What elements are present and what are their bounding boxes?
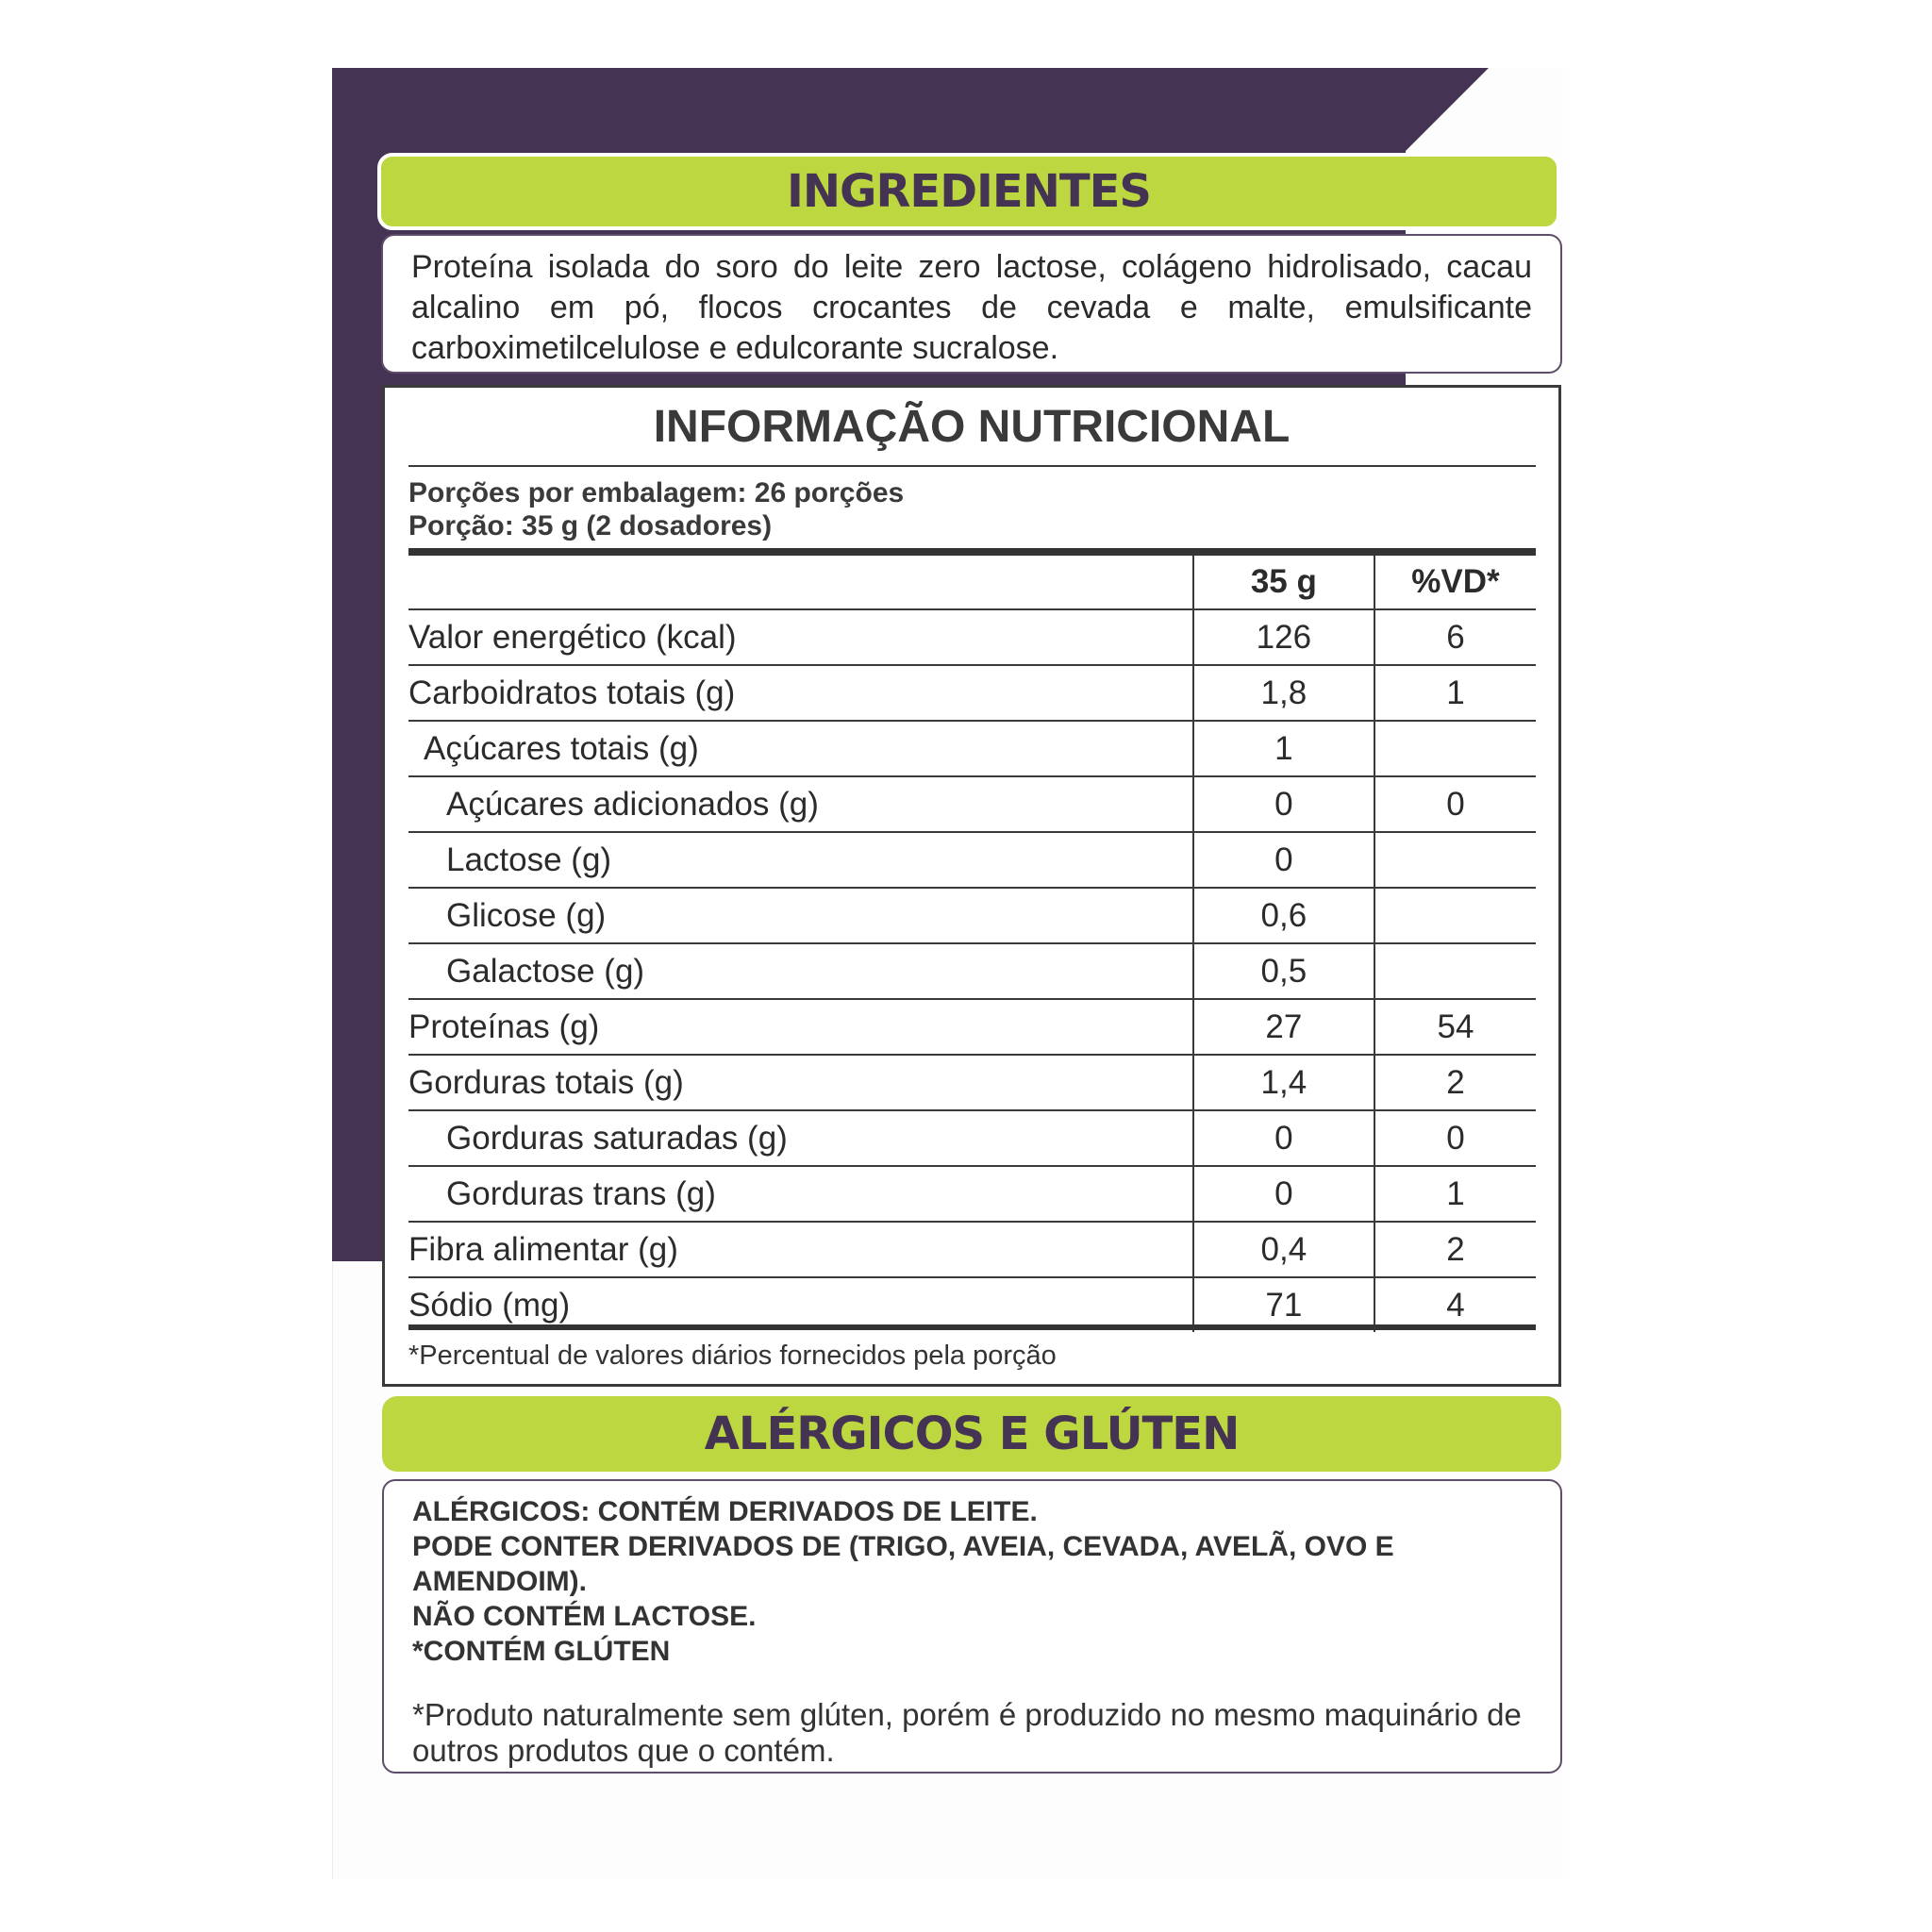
- nutrient-dv: 0: [1374, 776, 1536, 832]
- allergens-statements: [412, 1494, 1534, 1669]
- nutrient-amount: 126: [1193, 609, 1374, 665]
- allergen-line: ALÉRGICOS: CONTÉM DERIVADOS DE LEITE.: [412, 1496, 1038, 1527]
- nutrient-dv: 54: [1374, 999, 1536, 1055]
- table-row: [408, 1166, 1536, 1222]
- allergens-header: [382, 1396, 1561, 1472]
- table-row: [408, 999, 1536, 1055]
- ingredients-title: INGREDIENTES: [787, 165, 1151, 218]
- nutrient-label: Lactose (g): [408, 832, 1193, 888]
- dv-footnote: *Percentual de valores diários fornecidos pela porção: [408, 1341, 1057, 1371]
- gluten-note: *Produto naturalmente sem glúten, porém é produzido no mesmo maquinário de outros produtos que o contém.: [412, 1697, 1522, 1768]
- allergen-line: NÃO CONTÉM LACTOSE.: [412, 1601, 757, 1632]
- allergen-line: PODE CONTER DERIVADOS DE (TRIGO, AVEIA, CEVADA, AVELÃ, OVO E AMENDOIM).: [412, 1531, 1394, 1597]
- nutrient-label: Sódio (mg): [408, 1286, 571, 1324]
- nutrient-amount: 0: [1193, 776, 1374, 832]
- table-row: [408, 888, 1536, 943]
- ingredients-box: [381, 234, 1562, 374]
- nutrient-label: Gorduras saturadas (g): [408, 1110, 1193, 1166]
- allergen-line: *CONTÉM GLÚTEN: [412, 1636, 671, 1667]
- nutrient-amount: 0: [1193, 1110, 1374, 1166]
- nutrient-amount: 27: [1193, 999, 1374, 1055]
- nutrient-amount: 0,4: [1193, 1222, 1374, 1277]
- nutrient-dv: [1374, 888, 1536, 943]
- nutrient-label: Gorduras totais (g): [408, 1055, 1193, 1110]
- nutrient-label: Galactose (g): [408, 943, 1193, 999]
- divider-thick: [408, 1324, 1536, 1330]
- nutrient-dv: 0: [1374, 1110, 1536, 1166]
- nutrient-amount: 1: [1193, 721, 1374, 776]
- nutrient-dv: 1: [1374, 665, 1536, 721]
- allergens-title: ALÉRGICOS E GLÚTEN: [704, 1407, 1240, 1460]
- serving-size: Porção: 35 g (2 dosadores): [408, 510, 773, 541]
- table-row: [408, 943, 1536, 999]
- nutrition-title: INFORMAÇÃO NUTRICIONAL: [653, 402, 1291, 452]
- serving-info: [408, 476, 904, 542]
- table-row: [408, 609, 1536, 665]
- nutrient-dv: 1: [1374, 1166, 1536, 1222]
- nutrient-label: Açúcares adicionados (g): [408, 776, 1193, 832]
- nutrient-dv: 2: [1374, 1222, 1536, 1277]
- nutrient-label: Glicose (g): [408, 888, 1193, 943]
- nutrient-dv: [1374, 832, 1536, 888]
- nutrition-table: [408, 556, 1536, 1332]
- nutrient-label: Valor energético (kcal): [408, 609, 1193, 665]
- nutrient-label: Gorduras trans (g): [408, 1166, 1193, 1222]
- servings-per-package: Porções por embalagem: 26 porções: [408, 477, 905, 508]
- table-header-row: [408, 556, 1536, 609]
- nutrient-label: Fibra alimentar (g): [408, 1222, 1193, 1277]
- nutrient-label: Proteínas (g): [408, 999, 1193, 1055]
- nutrient-dv: [1374, 943, 1536, 999]
- table-row: [408, 1222, 1536, 1277]
- divider: [408, 465, 1536, 467]
- table-row: [408, 1055, 1536, 1110]
- divider-thick: [408, 548, 1536, 556]
- nutrient-amount: 1,8: [1193, 665, 1374, 721]
- allergens-box: [382, 1479, 1562, 1774]
- nutrient-label: Açúcares totais (g): [408, 721, 1193, 776]
- nutrient-dv: 2: [1374, 1055, 1536, 1110]
- nutrient-amount: 71: [1193, 1277, 1374, 1332]
- header-amount: 35 g: [1193, 556, 1374, 609]
- ingredients-text: Proteína isolada do soro do leite zero lactose, colágeno hidrolisado, cacau alcalino em pó, flocos crocantes de cevada e malte, emulsificante carboximetilcelulose e edulcorante sucralose.: [411, 249, 1532, 366]
- nutrient-amount: 0,5: [1193, 943, 1374, 999]
- table-row: [408, 832, 1536, 888]
- ingredients-header: [377, 153, 1560, 230]
- table-row: [408, 721, 1536, 776]
- nutrient-label: Carboidratos totais (g): [408, 665, 1193, 721]
- nutrient-amount: 0: [1193, 1166, 1374, 1222]
- nutrition-facts-panel: [382, 385, 1561, 1387]
- table-row: [408, 776, 1536, 832]
- nutrient-amount: 0: [1193, 832, 1374, 888]
- nutrient-dv: 6: [1374, 609, 1536, 665]
- header-daily-value: %VD*: [1374, 556, 1536, 609]
- nutrient-amount: 1,4: [1193, 1055, 1374, 1110]
- table-row: [408, 1110, 1536, 1166]
- nutrient-dv: [1374, 721, 1536, 776]
- header-nutrient: [408, 556, 1193, 609]
- table-row: [408, 665, 1536, 721]
- nutrient-amount: 0,6: [1193, 888, 1374, 943]
- nutrient-dv: 4: [1374, 1277, 1536, 1332]
